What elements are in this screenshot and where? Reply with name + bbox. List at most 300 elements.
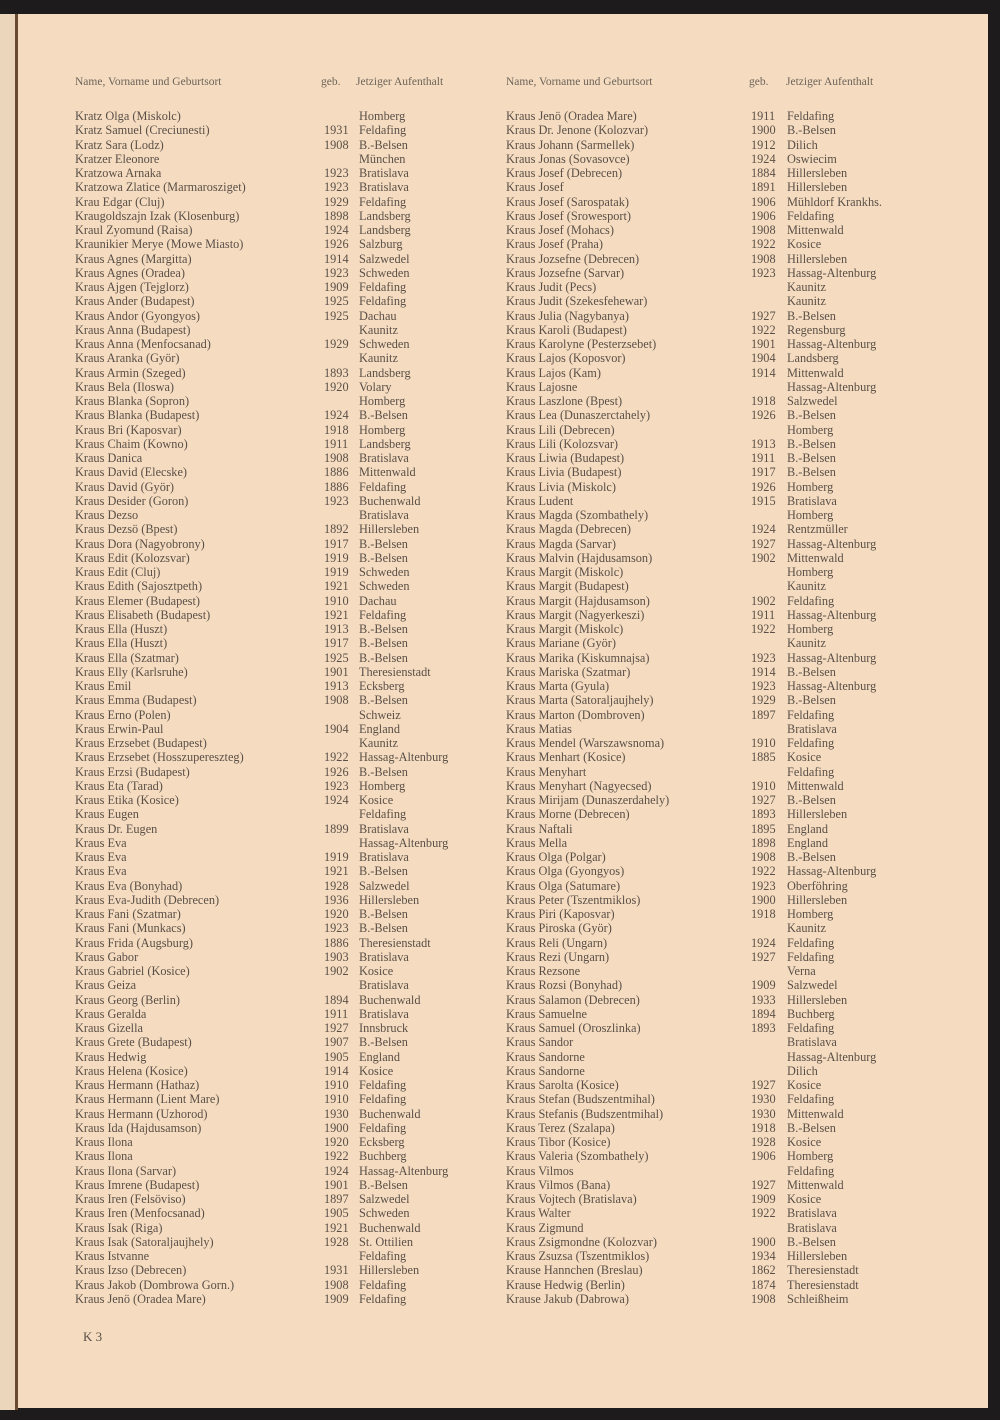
entry-name: Kraus Eva <box>75 864 127 879</box>
document-page <box>18 14 988 1408</box>
list-item <box>506 1164 936 1178</box>
entry-residence: Feldafing <box>787 707 835 722</box>
entry-name: Kraus Zsuzsa (Tszentmiklos) <box>506 1249 650 1263</box>
list-item <box>506 765 936 779</box>
list-item <box>506 294 936 308</box>
list-item <box>506 465 936 479</box>
entry-name: Kraus Dezsö (Bpest) <box>75 522 178 537</box>
entry-residence: Buchenwald <box>359 992 421 1007</box>
entry-year: 1934 <box>751 1249 776 1263</box>
entry-name: Kraus Hermann (Uzhorod) <box>75 1106 208 1121</box>
entry-residence: Schleißheim <box>787 1291 849 1306</box>
list-item <box>75 864 505 878</box>
list-item <box>75 736 505 750</box>
entry-residence: Feldafing <box>359 1249 407 1263</box>
entry-year: 1914 <box>324 251 349 266</box>
entry-name: Kraus Agnes (Oradea) <box>75 265 185 280</box>
entry-residence: B.-Belsen <box>359 864 408 879</box>
entry-year: 1912 <box>751 137 776 152</box>
entry-year: 1900 <box>324 1120 349 1135</box>
entry-residence: Salzwedel <box>787 978 838 993</box>
entry-name: Kraus Mariska (Szatmar) <box>506 664 631 679</box>
entry-year: 1927 <box>751 1177 776 1192</box>
entry-residence: Homberg <box>787 622 834 636</box>
entry-residence: B.-Belsen <box>359 622 408 636</box>
entry-name: Kraus Terez (Szalapa) <box>506 1120 615 1135</box>
entry-name: Kraus Danica <box>75 451 143 465</box>
entry-year: 1899 <box>324 821 349 836</box>
list-item <box>506 508 936 522</box>
entry-residence: Mittenwald <box>787 1177 844 1192</box>
entry-year: 1911 <box>324 1006 349 1021</box>
entry-residence: Bratislava <box>359 166 409 180</box>
entry-name: Kraus Piri (Kaposvar) <box>506 907 615 921</box>
entry-residence: Hassag-Altenburg <box>787 265 877 280</box>
entry-year: 1928 <box>324 878 349 893</box>
list-item <box>506 822 936 836</box>
list-item <box>75 1206 505 1220</box>
entry-name: Kratz Olga (Miskolc) <box>75 109 181 123</box>
entry-name: Kraus Morne (Debrecen) <box>506 807 630 822</box>
list-item <box>75 1192 505 1206</box>
entry-name: Kraus Eva-Judith (Debrecen) <box>75 892 220 907</box>
entry-year: 1913 <box>324 622 349 636</box>
entry-name: Kraus Magda (Sarvar) <box>506 536 616 551</box>
list-item <box>75 1235 505 1249</box>
entry-residence: Hillersleben <box>787 180 848 195</box>
entry-residence: Feldafing <box>359 479 407 494</box>
entry-residence: Rentzmüller <box>787 522 848 537</box>
list-item <box>75 1221 505 1235</box>
list-item <box>506 1292 936 1306</box>
list-item <box>75 1263 505 1277</box>
entry-year: 1921 <box>324 864 349 879</box>
entry-residence: B.-Belsen <box>787 465 836 480</box>
entry-name: Kraus Desider (Goron) <box>75 493 189 508</box>
entry-year: 1921 <box>324 579 349 594</box>
entry-year: 1895 <box>751 821 776 836</box>
entry-name: Kraus Margit (Budapest) <box>506 579 629 594</box>
entry-name: Kraus Samuelne <box>506 1006 587 1021</box>
entry-year: 1926 <box>751 479 776 494</box>
entry-residence: Salzwedel <box>359 878 410 893</box>
list-item <box>506 622 936 636</box>
entry-name: Kraus Mariane (Györ) <box>506 636 616 651</box>
entry-residence: Hillersleben <box>359 892 420 907</box>
entry-residence: Hassag-Altenburg <box>787 679 877 693</box>
entry-residence: Schweiz <box>359 707 401 722</box>
list-item <box>75 765 505 779</box>
entry-name: Kraus Josef (Srowesport) <box>506 208 631 223</box>
entry-name: Kraus Ella (Huszt) <box>75 622 168 636</box>
list-item <box>75 1164 505 1178</box>
entry-year: 1919 <box>324 850 349 864</box>
entry-name: Kraus Ander (Budapest) <box>75 294 195 309</box>
entry-residence: Buchenwald <box>359 493 421 508</box>
list-item <box>506 1121 936 1135</box>
entry-residence: B.-Belsen <box>359 650 408 665</box>
list-item <box>506 793 936 807</box>
entry-residence: B.-Belsen <box>787 451 836 465</box>
entry-name: Kraus Margit (Hajdusamson) <box>506 593 650 608</box>
list-item <box>506 722 936 736</box>
entry-residence: Hillersleben <box>359 522 420 537</box>
list-item <box>506 736 936 750</box>
entry-year: 1931 <box>324 123 349 138</box>
entry-year: 1929 <box>324 194 349 209</box>
entry-year: 1910 <box>751 778 776 793</box>
list-item <box>75 850 505 864</box>
list-item <box>506 807 936 821</box>
entry-name: Kraus Lajosne <box>506 379 578 394</box>
entry-year: 1911 <box>324 436 349 451</box>
list-item <box>75 123 505 137</box>
entry-name: Kraus Livia (Miskolc) <box>506 479 616 494</box>
entry-year: 1891 <box>751 180 776 195</box>
entry-name: Kraus Malvin (Hajdusamson) <box>506 550 653 565</box>
entry-residence: Hillersleben <box>787 1249 848 1263</box>
entry-name: Kraus David (Elecske) <box>75 465 187 480</box>
entry-name: Kraus Marta (Satoraljaujhely) <box>506 693 654 708</box>
entry-name: Kraus Geiza <box>75 978 137 993</box>
entry-name: Kraus Stefanis (Budszentmihal) <box>506 1106 664 1121</box>
entry-name: Kraus Menyhart <box>506 764 587 779</box>
list-item <box>506 408 936 422</box>
entry-residence: Dachau <box>359 593 397 608</box>
list-item <box>506 123 936 137</box>
entry-name: Krause Jakub (Dabrowa) <box>506 1291 629 1306</box>
entry-residence: Kosice <box>359 1063 394 1078</box>
list-item <box>75 636 505 650</box>
list-item <box>75 294 505 308</box>
entry-year: 1927 <box>751 949 776 964</box>
entry-residence: Feldafing <box>359 1078 407 1092</box>
entry-residence: B.-Belsen <box>359 408 408 423</box>
list-item <box>75 180 505 194</box>
entry-residence: Hillersleben <box>787 892 848 907</box>
entry-year: 1914 <box>751 365 776 380</box>
entry-name: Kraunikier Merye (Mowe Miasto) <box>75 237 244 252</box>
entry-year: 1923 <box>324 180 349 195</box>
list-item <box>75 807 505 821</box>
entry-name: Kraus Blanka (Sopron) <box>75 394 190 408</box>
entry-year: 1922 <box>751 322 776 337</box>
entry-residence: Verna <box>787 964 816 978</box>
entry-residence: Bratislava <box>359 949 409 964</box>
entry-name: Kraus Lajos (Koposvor) <box>506 351 626 366</box>
list-item <box>75 936 505 950</box>
entry-year: 1925 <box>324 308 349 323</box>
entry-residence: Dilich <box>787 137 818 152</box>
entry-residence: England <box>359 721 400 736</box>
list-item <box>506 195 936 209</box>
entry-name: Kraus Vojtech (Bratislava) <box>506 1192 637 1206</box>
entry-name: Kraus Jozsefne (Sarvar) <box>506 265 625 280</box>
entry-name: Kraus Georg (Berlin) <box>75 992 180 1007</box>
entry-name: Kraus Jonas (Sovasovce) <box>506 151 630 166</box>
entry-year: 1909 <box>751 1192 776 1206</box>
list-item <box>75 950 505 964</box>
entry-name: Kraus Emil <box>75 679 132 693</box>
entry-year: 1909 <box>324 280 349 294</box>
entry-name: Kraus Margit (Nagyerkeszi) <box>506 607 645 622</box>
list-item <box>506 138 936 152</box>
entry-residence: B.-Belsen <box>359 907 408 921</box>
list-item <box>75 964 505 978</box>
list-item <box>75 1292 505 1306</box>
entry-residence: Homberg <box>787 1149 834 1164</box>
list-item <box>506 879 936 893</box>
entry-residence: Homberg <box>359 394 406 408</box>
entry-year: 1923 <box>751 679 776 693</box>
entry-residence: Feldafing <box>359 1277 407 1292</box>
entry-name: Kraus Piroska (Györ) <box>506 921 612 936</box>
entry-residence: Mittenwald <box>787 365 844 380</box>
entry-name: Kraus Tibor (Kosice) <box>506 1135 611 1149</box>
list-item <box>506 893 936 907</box>
entry-residence: Feldafing <box>359 1291 407 1306</box>
entry-name: Kraus Helena (Kosice) <box>75 1063 188 1078</box>
entry-name: Kraus Josef (Sarospatak) <box>506 194 629 209</box>
list-item <box>75 209 505 223</box>
list-item <box>75 1078 505 1092</box>
entry-name: Kraus Dr. Jenone (Kolozvar) <box>506 123 649 138</box>
entry-name: Kraus Rezi (Ungarn) <box>506 949 610 964</box>
entry-year: 1929 <box>751 693 776 708</box>
entry-residence: Homberg <box>359 778 406 793</box>
entry-residence: Feldafing <box>787 593 835 608</box>
list-item <box>506 1149 936 1163</box>
entry-year: 1862 <box>751 1263 776 1278</box>
entry-name: Kraus Frida (Augsburg) <box>75 935 193 950</box>
entry-name: Kraus Zigmund <box>506 1220 584 1235</box>
list-item <box>506 152 936 166</box>
entry-residence: Theresienstadt <box>359 935 431 950</box>
list-item <box>506 266 936 280</box>
list-item <box>506 864 936 878</box>
list-item <box>75 665 505 679</box>
adjacent-page-edge <box>0 14 15 1410</box>
entry-residence: England <box>787 821 828 836</box>
entry-year: 1908 <box>324 693 349 708</box>
entry-residence: Feldafing <box>787 1021 835 1035</box>
list-item <box>506 494 936 508</box>
entry-year: 1921 <box>324 607 349 622</box>
right-entries <box>506 109 936 1306</box>
entry-residence: Landsberg <box>359 365 411 380</box>
entry-name: Kraus Isak (Riga) <box>75 1220 163 1235</box>
list-item <box>75 679 505 693</box>
entry-year: 1902 <box>751 593 776 608</box>
entry-year: 1919 <box>324 565 349 579</box>
list-item <box>506 437 936 451</box>
entry-year: 1921 <box>324 1220 349 1235</box>
list-item <box>506 1092 936 1106</box>
entry-residence: Mittenwald <box>787 1106 844 1121</box>
entry-residence: Hassag-Altenburg <box>359 750 449 765</box>
entry-residence: B.-Belsen <box>359 636 408 651</box>
entry-residence: Feldafing <box>359 294 407 309</box>
entry-name: Kraus Salamon (Debrecen) <box>506 992 640 1007</box>
list-item <box>75 480 505 494</box>
entry-year: 1931 <box>324 1263 349 1278</box>
entry-year: 1911 <box>751 451 776 465</box>
entry-name: Kraus Magda (Debrecen) <box>506 522 631 537</box>
list-item <box>75 166 505 180</box>
entry-year: 1930 <box>751 1106 776 1121</box>
entry-residence: Salzburg <box>359 237 403 252</box>
entry-residence: Schweden <box>359 337 410 351</box>
list-item <box>75 1064 505 1078</box>
entry-residence: Mittenwald <box>787 778 844 793</box>
entry-residence: Mittenwald <box>787 550 844 565</box>
entry-name: Kraus Edit (Cluj) <box>75 565 161 579</box>
entry-name: Kraus Menhart (Kosice) <box>506 750 626 765</box>
entry-residence: Salzwedel <box>787 394 838 408</box>
entry-residence: Schweden <box>359 579 410 594</box>
entry-residence: Feldafing <box>359 280 407 294</box>
entry-name: Kraus Liwia (Budapest) <box>506 451 625 465</box>
entry-name: Krause Hannchen (Breslau) <box>506 1263 643 1278</box>
list-item <box>75 1107 505 1121</box>
entry-residence: Feldafing <box>787 935 835 950</box>
entry-name: Kraus Mendel (Warszawsnoma) <box>506 736 665 750</box>
entry-name: Kraus Istvanne <box>75 1249 150 1263</box>
entry-residence: Buchberg <box>787 1006 835 1021</box>
entry-year: 1902 <box>751 550 776 565</box>
entry-residence: Feldafing <box>787 1163 835 1178</box>
entry-name: Kraus Josef (Mohacs) <box>506 223 614 237</box>
entry-residence: Homberg <box>787 479 834 494</box>
entry-name: Kraus Blanka (Budapest) <box>75 408 200 423</box>
entry-residence: B.-Belsen <box>359 550 408 565</box>
entry-residence: England <box>359 1049 400 1064</box>
entry-year: 1926 <box>751 408 776 423</box>
entry-residence: Kaunitz <box>359 322 398 337</box>
list-item <box>506 1035 936 1049</box>
entry-name: Kraus Etika (Kosice) <box>75 793 179 807</box>
entry-year: 1924 <box>751 522 776 537</box>
entry-residence: Kosice <box>787 1078 822 1092</box>
entry-name: Kraus Isak (Satoraljaujhely) <box>75 1234 214 1249</box>
entry-residence: Kaunitz <box>359 351 398 366</box>
entry-residence: Homberg <box>787 565 834 579</box>
entry-name: Kraus Olga (Satumare) <box>506 878 621 893</box>
entry-residence: Bratislava <box>787 1220 837 1235</box>
entry-year: 1904 <box>324 721 349 736</box>
entry-residence: B.-Belsen <box>359 137 408 152</box>
list-item <box>506 1278 936 1292</box>
entry-name: Kraus Elly (Karlsruhe) <box>75 664 188 679</box>
list-item <box>506 351 936 365</box>
list-item <box>75 138 505 152</box>
entry-residence: Kaunitz <box>787 579 826 594</box>
entry-name: Kraus Marika (Kiskumnajsa) <box>506 650 650 665</box>
list-item <box>506 166 936 180</box>
entry-name: Kraus Armin (Szeged) <box>75 365 186 380</box>
entry-year: 1909 <box>324 1291 349 1306</box>
entry-year: 1910 <box>324 1092 349 1107</box>
entry-name: Kraus Izso (Debrecen) <box>75 1263 187 1278</box>
entry-name: Kraus Eta (Tarad) <box>75 778 163 793</box>
entry-name: Kraus Walter <box>506 1206 571 1221</box>
entry-name: Kraus Dr. Eugen <box>75 821 158 836</box>
entry-residence: Hassag-Altenburg <box>359 835 449 850</box>
entry-name: Kraus Agnes (Margitta) <box>75 251 192 266</box>
entry-residence: Theresienstadt <box>359 664 431 679</box>
entry-name: Kraul Zyomund (Raisa) <box>75 223 193 237</box>
list-item <box>506 522 936 536</box>
entry-residence: Bratislava <box>359 850 409 864</box>
list-item <box>75 309 505 323</box>
entry-name: Kraus Hermann (Hathaz) <box>75 1078 200 1092</box>
entry-year: 1908 <box>324 137 349 152</box>
entry-residence: Feldafing <box>787 764 835 779</box>
entry-year: 1898 <box>751 835 776 850</box>
list-item <box>75 1007 505 1021</box>
list-item <box>506 451 936 465</box>
entry-residence: Hassag-Altenburg <box>787 1049 877 1064</box>
entry-residence: B.-Belsen <box>359 764 408 779</box>
entry-year: 1936 <box>324 892 349 907</box>
list-item <box>506 280 936 294</box>
list-item <box>75 907 505 921</box>
entry-year: 1922 <box>751 622 776 636</box>
entry-year: 1893 <box>751 1021 776 1035</box>
list-item <box>506 608 936 622</box>
entry-residence: Oberföhring <box>787 878 848 893</box>
entry-year: 1918 <box>751 394 776 408</box>
list-item <box>506 651 936 665</box>
entry-residence: Ecksberg <box>359 679 405 693</box>
list-item <box>75 266 505 280</box>
entry-residence: Bratislava <box>359 180 409 195</box>
entry-year: 1897 <box>751 707 776 722</box>
entry-year: 1902 <box>324 964 349 978</box>
entry-year: 1900 <box>751 892 776 907</box>
list-item <box>75 651 505 665</box>
list-item <box>75 1278 505 1292</box>
entry-residence: England <box>787 835 828 850</box>
entry-year: 1924 <box>751 935 776 950</box>
entry-year: 1922 <box>751 1206 776 1221</box>
entry-name: Kraus Gizella <box>75 1021 143 1035</box>
entry-residence: B.-Belsen <box>787 693 836 708</box>
entry-name: Kraus Ella (Szatmar) <box>75 650 179 665</box>
entry-residence: Feldafing <box>787 736 835 750</box>
entry-name: Kraus Mella <box>506 835 568 850</box>
entry-year: 1906 <box>751 208 776 223</box>
header-born: geb. <box>321 76 341 88</box>
list-item <box>506 978 936 992</box>
entry-residence: Feldafing <box>787 208 835 223</box>
entry-residence: Hassag-Altenburg <box>787 864 877 879</box>
entry-name: Kraus Karolyne (Pesterzsebet) <box>506 337 657 351</box>
entry-name: Kraus Erwin-Paul <box>75 721 164 736</box>
entry-year: 1886 <box>324 465 349 480</box>
entry-year: 1929 <box>324 337 349 351</box>
entry-year: 1901 <box>324 664 349 679</box>
list-item <box>506 1178 936 1192</box>
entry-residence: Kaunitz <box>787 636 826 651</box>
entry-year: 1923 <box>324 166 349 180</box>
entry-year: 1924 <box>324 1163 349 1178</box>
list-item <box>75 921 505 935</box>
entry-name: Kraus Mirijam (Dunaszerdahely) <box>506 793 670 807</box>
entry-name: Kraus Emma (Budapest) <box>75 693 197 708</box>
list-item <box>506 1235 936 1249</box>
entry-year: 1922 <box>324 1149 349 1164</box>
